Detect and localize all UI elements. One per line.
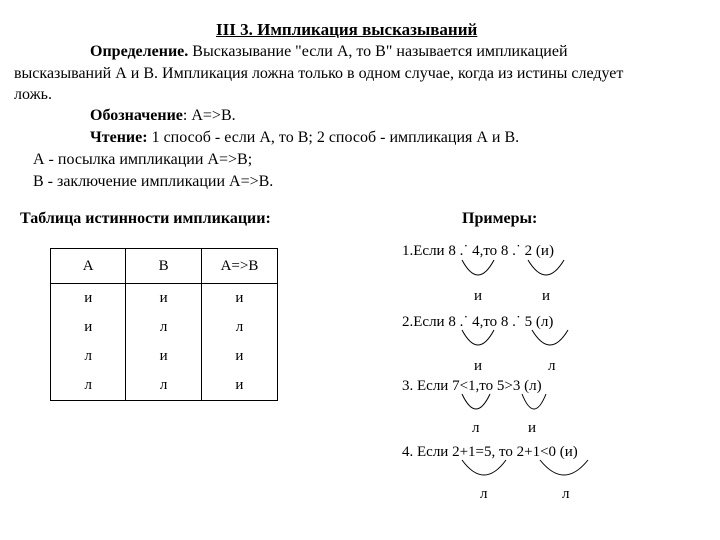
example-3-text: 3. Если 7<1,то 5>3 (л) [402, 378, 542, 394]
reading-text: 1 способ - если А, то В; 2 способ - импликация А и В. [147, 129, 520, 146]
table-header-cell: A=>B [201, 249, 277, 284]
example-4-right-curve [540, 460, 588, 475]
example-3-right-mark: и [528, 420, 537, 436]
examples-heading: Примеры: [462, 210, 538, 227]
table-header-cell: A [51, 249, 126, 284]
example-4-left-curve [462, 460, 506, 475]
table-cell: и [201, 371, 277, 401]
table-cell: и [201, 342, 277, 371]
example-2-text: 2.Если 8 .˙ 4,то 8 .˙ 5 (л) [402, 314, 554, 330]
example-3-left-mark: л [472, 420, 480, 436]
example-1-left-mark: и [474, 288, 483, 304]
definition-line-3: ложь. [14, 86, 52, 103]
example-1-left-curve [462, 260, 494, 275]
table-cell: л [51, 342, 126, 371]
example-2-left-mark: и [474, 358, 483, 374]
table-cell: и [51, 284, 126, 314]
table-cell: и [51, 313, 126, 342]
example-4-text: 4. Если 2+1=5, то 2+1<0 (и) [402, 444, 578, 460]
example-2-right-mark: л [548, 358, 556, 374]
table-cell: и [126, 342, 201, 371]
example-3-left-curve [462, 394, 490, 409]
example-1-right-curve [528, 260, 564, 275]
page-title: III 3. Импликация высказываний [216, 20, 478, 39]
definition-label: Определение. [90, 43, 189, 60]
reading-label: Чтение: [90, 129, 148, 146]
example-4-left-mark: л [480, 486, 488, 502]
example-1-right-mark: и [542, 288, 551, 304]
table-cell: л [126, 313, 201, 342]
table-heading: Таблица истинности импликации: [20, 210, 271, 227]
conclusion-line: В - заключение импликации А=>В. [33, 173, 274, 190]
example-2-left-curve [462, 330, 494, 345]
example-1-text: 1.Если 8 .˙ 4,то 8 .˙ 2 (и) [402, 243, 554, 259]
table-cell: и [201, 284, 277, 314]
premise-line: А - посылка импликации А=>В; [33, 151, 253, 168]
notation-text: : А=>В. [182, 107, 236, 124]
definition-text-1: Высказывание "если А, то В" называется импликацией [188, 43, 568, 60]
table-cell: и [126, 284, 201, 314]
example-3-right-curve [522, 394, 546, 409]
example-2-right-curve [532, 330, 568, 345]
table-cell: л [51, 371, 126, 401]
table-header-cell: B [126, 249, 201, 284]
table-cell: л [126, 371, 201, 401]
definition-line-2: высказываний А и В. Импликация ложна только в одном случае, когда из истины следует [14, 65, 624, 82]
table-cell: л [201, 313, 277, 342]
example-4-right-mark: л [562, 486, 570, 502]
notation-label: Обозначение [90, 107, 183, 124]
